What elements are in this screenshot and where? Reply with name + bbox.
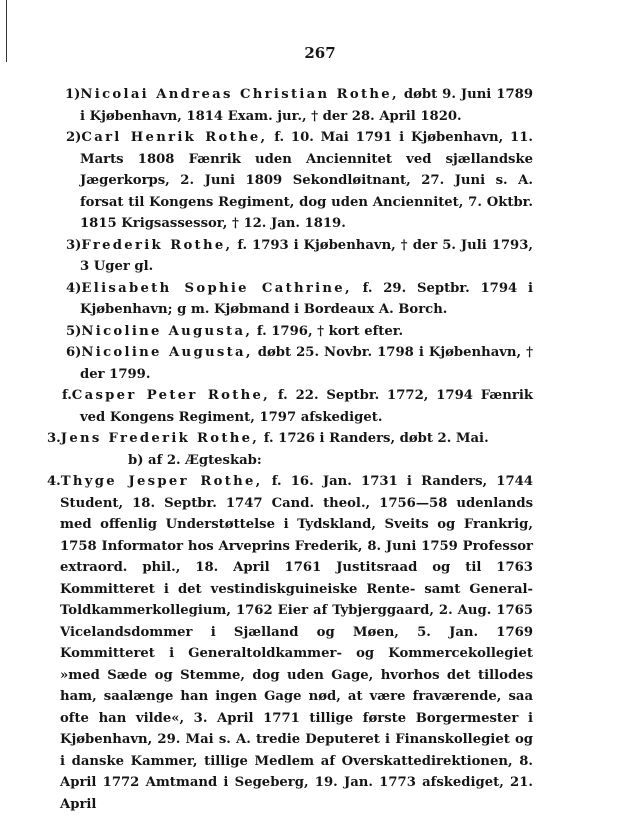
person-name: Thyge Jesper Rothe, bbox=[60, 474, 263, 489]
entry-text: f. 1796, † kort efter. bbox=[252, 323, 404, 339]
entry-text: døbt 25. Novbr. 1798 i Kjøbenhavn, † der 1799. bbox=[80, 345, 533, 382]
person-name: Elisabeth Sophie Cathrine, bbox=[81, 280, 352, 296]
entry-f-casper bbox=[0, 385, 533, 428]
entry-number: 5) bbox=[66, 323, 82, 339]
person-name: Nicoline Augusta, bbox=[81, 345, 253, 360]
genealogy-text bbox=[0, 84, 640, 815]
entry-5-nicoline bbox=[0, 321, 533, 343]
entry-number: 4) bbox=[66, 280, 82, 296]
entry-2-carl bbox=[0, 127, 533, 235]
section-heading-second-marriage bbox=[0, 450, 528, 472]
entry-6-nicoline bbox=[0, 342, 533, 385]
entry-text: b) af 2. Ægteskab: bbox=[128, 452, 262, 468]
entry-text: f. 29. Septbr. 1794 i Kjøbenhavn; g m. Kjøbmand i Bordeaux A. Borch. bbox=[80, 280, 533, 317]
entry-text: f. 1726 i Randers, døbt 2. Mai. bbox=[259, 431, 489, 446]
entry-text: f. 22. Septbr. 1772, 1794 Fænrik ved Kongens Regiment, 1797 afskediget. bbox=[80, 388, 533, 425]
page-number: 267 bbox=[304, 44, 336, 62]
entry-number: 4. bbox=[47, 474, 61, 489]
entry-number: 1) bbox=[65, 87, 81, 102]
entry-number: 2) bbox=[66, 130, 82, 145]
entry-number: f. bbox=[62, 388, 72, 403]
entry-3-jens bbox=[0, 428, 530, 450]
entry-3-frederik bbox=[0, 235, 533, 278]
entry-text: døbt 9. Juni 1789 i Kjøbenhavn, 1814 Exam. jur., † der 28. April 1820. bbox=[80, 87, 534, 124]
entry-number: 3. bbox=[47, 431, 61, 446]
person-name: Casper Peter Rothe, bbox=[71, 388, 271, 403]
person-name: Nicolai Andreas Christian Rothe, bbox=[80, 87, 399, 102]
entry-text: f. 10. Mai 1791 i Kjøbenhavn, 11. Marts 1808 Fænrik uden Anciennitet ved sjællandske Jægerkorps, 2. Juni 1809 Sekondløitnant, 27. Juni s. A. forsat til Kongens Regiment, dog uden Anciennitet, 7. Oktbr. 1815 Krigsassessor, † 12. Jan. 1819. bbox=[80, 130, 534, 231]
person-name: Carl Henrik Rothe, bbox=[81, 130, 268, 145]
person-name: Jens Frederik Rothe, bbox=[60, 431, 260, 446]
person-name: Nicoline Augusta, bbox=[81, 323, 253, 339]
entry-1-nicolai bbox=[0, 84, 533, 127]
entry-4-thyge bbox=[0, 471, 533, 815]
entry-text: f. 16. Jan. 1731 i Randers, 1744 Student, 18. Septbr. 1747 Cand. theol., 1756—58 udenlands med offenlig Understøttelse i Tydskland, Sveits og Frankrig, 1758 Informator hos Arveprins Frederik, 8. Juni 1759 Professor extraord. phil., 18. April 1761 Justitsraad og til 1763 Kommitteret i det vestindiskguineiske Rente- samt General-Toldkammerkollegium, 1762 Eier af Tybjerggaard, 2. Aug. 1765 Vicelandsdommer i Sjælland og Møen, 5. Jan. 1769 Kommitteret i Generaltoldkammer- og Kommercekollegiet »med Sæde og Stemme, dog uden Gage, hvorhos det tillodes ham, saalænge han ingen Gage nød, at være fraværende, saa ofte han vilde«, 3. April 1771 tillige første Borgermester i Kjøbenhavn, 29. Mai s. A. tredie Deputeret i Finanskollegiet og i danske Kammer, tillige Medlem af Overskattedirektionen, 8. April 1772 Amtmand i Segeberg, 19. Jan. 1773 afskediget, 21. April bbox=[60, 474, 533, 812]
entry-text: f. 1793 i Kjøbenhavn, † der 5. Juli 1793, 3 Uger gl. bbox=[80, 237, 533, 274]
person-name: Frederik Rothe, bbox=[81, 237, 233, 253]
entry-number: 6) bbox=[66, 345, 82, 360]
entry-4-elisabeth bbox=[0, 278, 533, 321]
entry-number: 3) bbox=[66, 237, 82, 253]
